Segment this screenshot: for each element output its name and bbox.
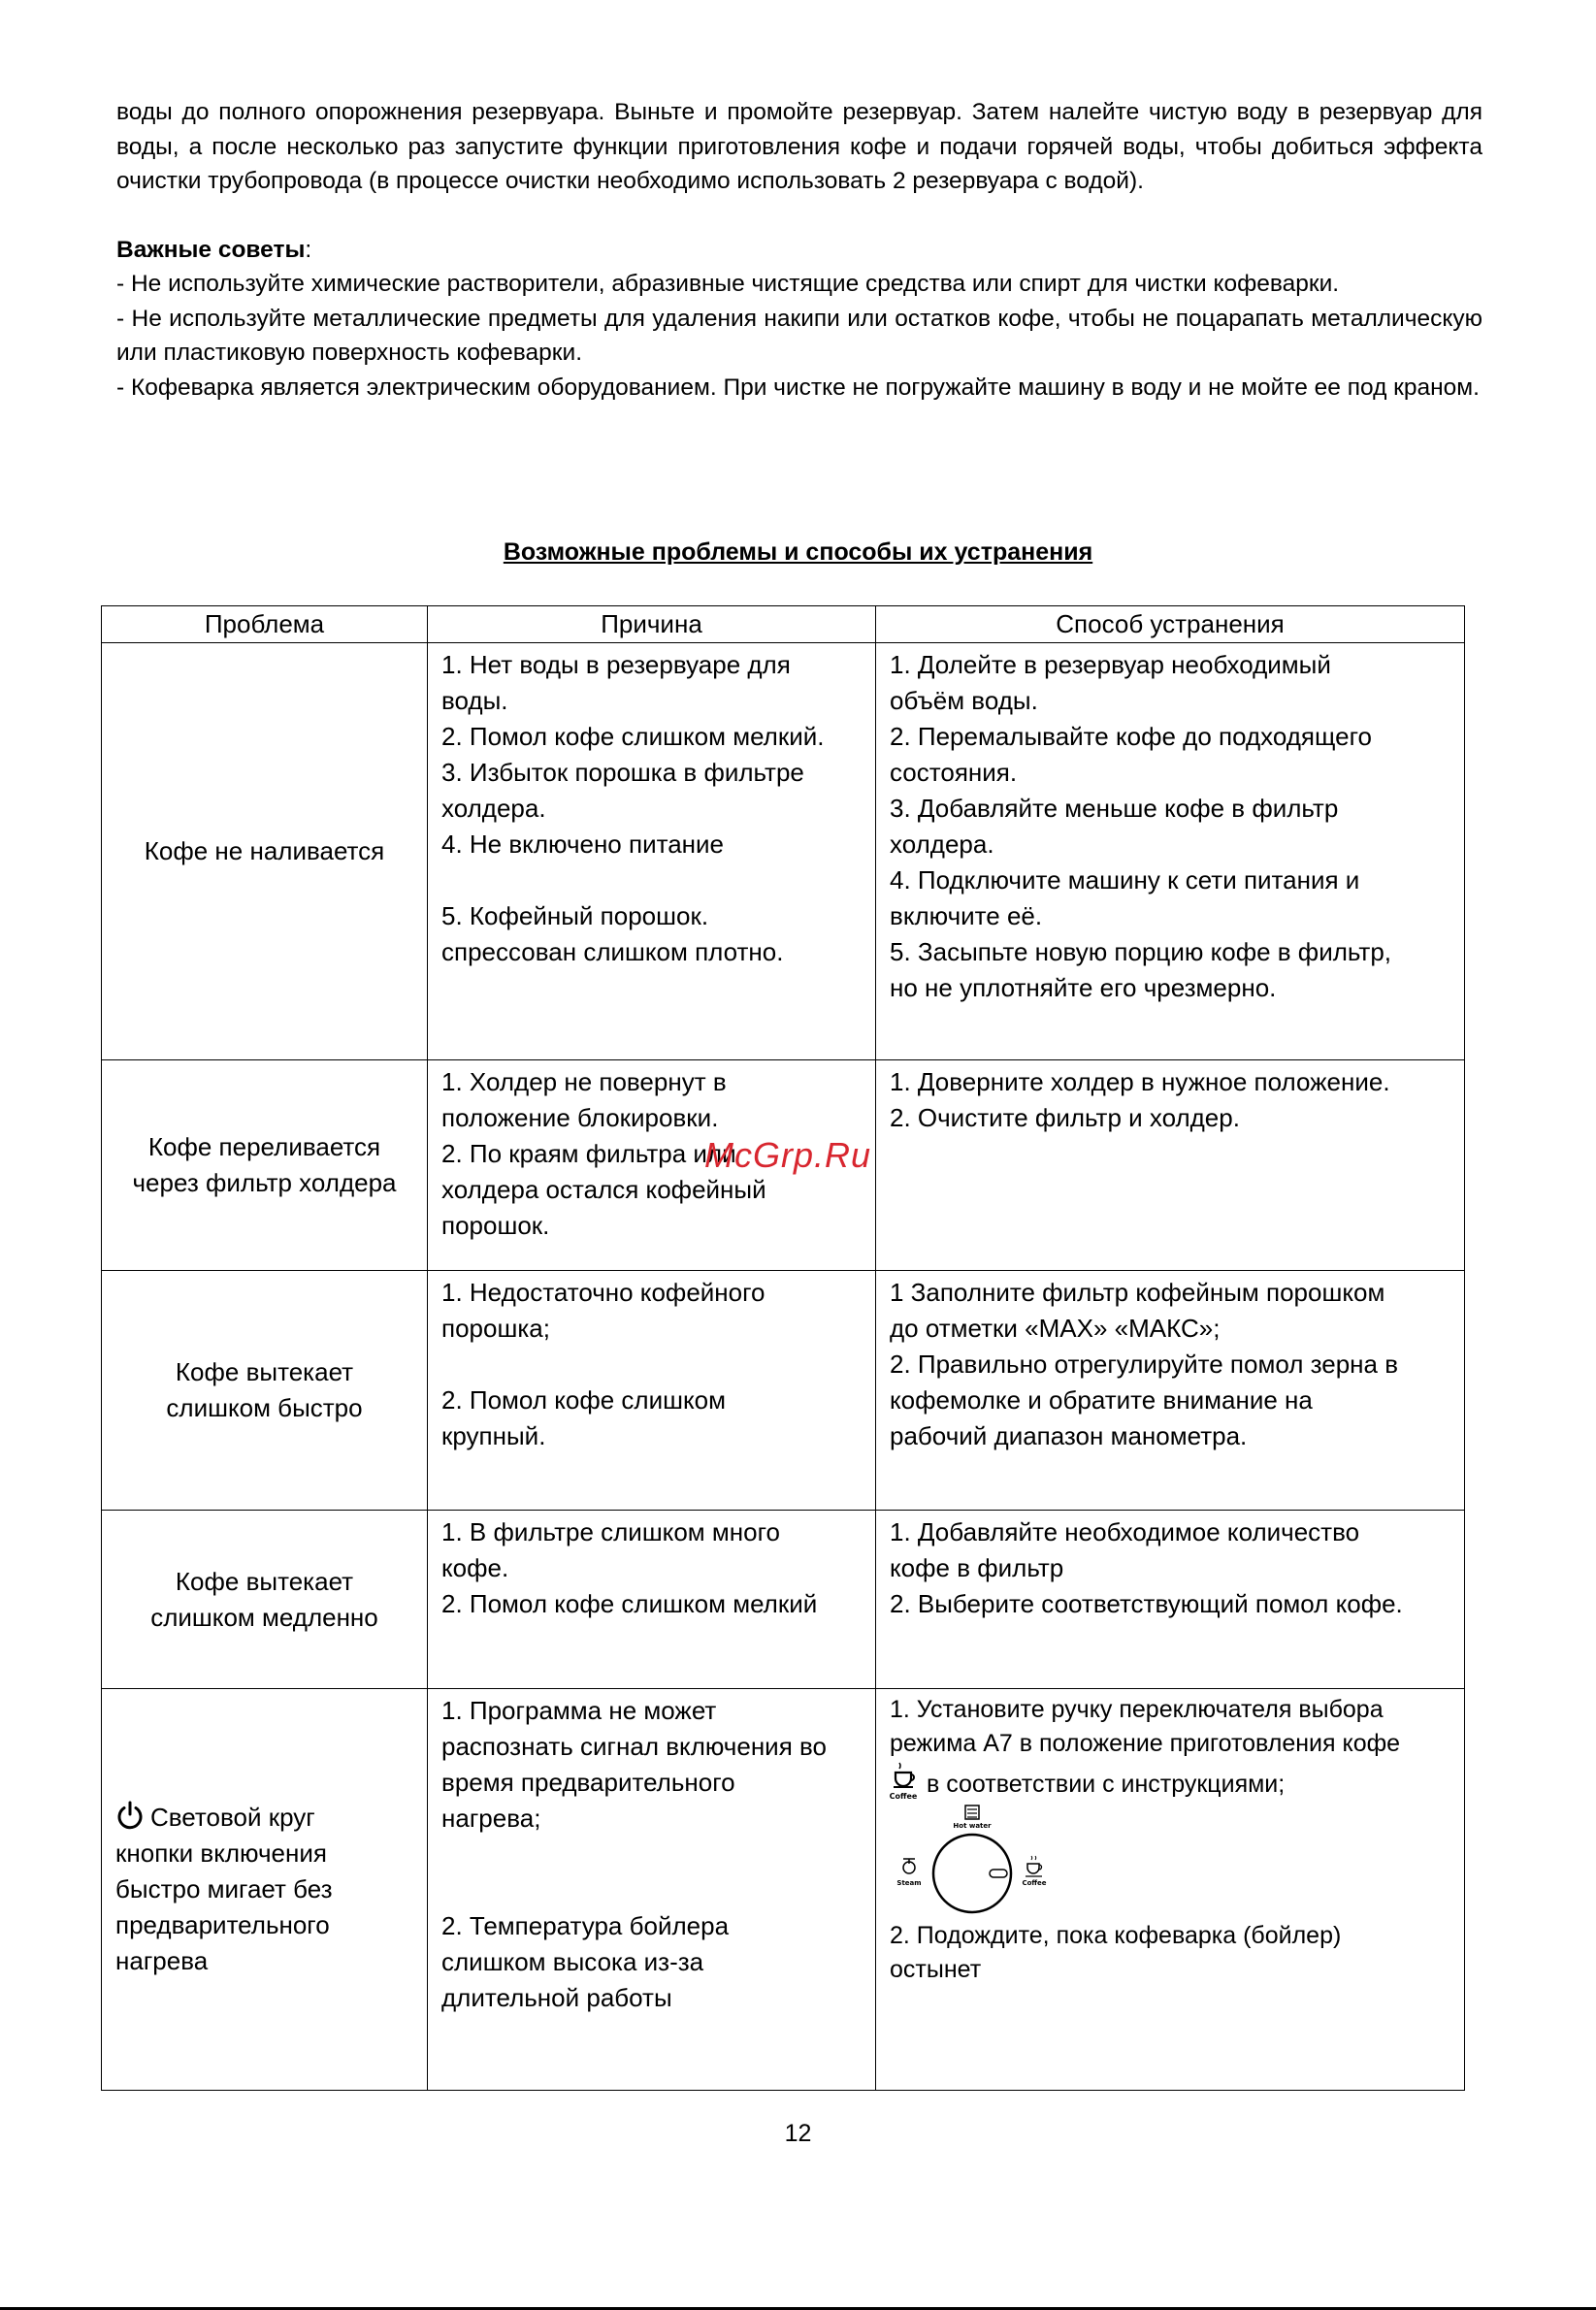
problem-cell [102, 1511, 428, 1689]
tips-heading [116, 233, 1482, 268]
cause-line: спрессован слишком плотно. [441, 937, 784, 966]
problem-line: Световой круг [150, 1803, 315, 1832]
solution-line: 3. Добавляйте меньше кофе в фильтр [890, 794, 1339, 823]
cause-line: 5. Кофейный порошок. [441, 901, 709, 930]
problem-line: кнопки включения [115, 1838, 327, 1868]
solution-line: объём воды. [890, 686, 1038, 715]
solution-line: включите её. [890, 901, 1043, 930]
solution-line: но не уплотняйте его чрезмерно. [890, 973, 1277, 1002]
steam-label: Steam [896, 1879, 922, 1887]
solution-cell [876, 1511, 1465, 1689]
problem-cell [102, 1689, 428, 2091]
solution-line: 1 Заполните фильтр кофейным порошком [890, 1278, 1385, 1307]
table-row [102, 1271, 1465, 1511]
solution-line: режима A7 в положение приготовления кофе [890, 1730, 1401, 1757]
cause-cell [428, 1271, 876, 1511]
cause-line: порошка; [441, 1314, 550, 1343]
cause-line: время предварительного [441, 1768, 735, 1797]
tips-heading-label: Важные советы [116, 236, 306, 263]
table-row [102, 1689, 1465, 2091]
cause-line: 3. Избыток порошка в фильтре [441, 758, 804, 787]
cause-line: 2. Помол кофе слишком [441, 1385, 726, 1415]
problem-line: предварительного [115, 1910, 330, 1939]
solution-line: 2. Правильно отрегулируйте помол зерна в [890, 1350, 1399, 1379]
solution-line: в соответствии с инструкциями; [927, 1771, 1286, 1798]
section-title: Возможные проблемы и способы их устранения [503, 538, 1093, 566]
tip-1: - Не используйте химические растворители, абразивные чистящие средства или спирт для чистки кофеварки. [116, 271, 1340, 297]
solution-line: 1. Доверните холдер в нужное положение. [890, 1067, 1390, 1096]
steam-icon [896, 1859, 921, 1887]
solution-line: 1. Установите ручку переключателя выбора [890, 1696, 1384, 1723]
solution-line-with-icon [890, 1761, 1450, 1802]
header-cause: Причина [428, 606, 876, 643]
solution-line: 4. Подключите машину к сети питания и [890, 865, 1360, 895]
cause-line: 1. Нет воды в резервуаре для [441, 650, 791, 679]
solution-line: кофе в фильтр [890, 1553, 1064, 1582]
watermark: McGrp.Ru [704, 1135, 872, 1175]
mode-selector-knob-diagram [890, 1804, 1064, 1915]
tips-heading-colon: : [305, 236, 312, 263]
cause-line: 2. Температура бойлера [441, 1911, 730, 1940]
header-solution: Способ устранения [876, 606, 1465, 643]
cause-cell [428, 1689, 876, 2091]
cause-line: 2. Помол кофе слишком мелкий [441, 1589, 818, 1618]
solution-line: 1. Добавляйте необходимое количество [890, 1517, 1360, 1546]
solution-line: 2. Очистите фильтр и холдер. [890, 1103, 1240, 1132]
solution-line: кофемолке и обратите внимание на [890, 1385, 1313, 1415]
problem-line: слишком медленно [150, 1602, 378, 1632]
tip-2: - Не используйте металлические предметы для удаления накипи или остатков кофе, чтобы не поцарапать металлическую или пластиковую поверхность кофеварки. [116, 305, 1482, 366]
problem-line: Кофе вытекает [175, 1357, 354, 1386]
table-row [102, 1511, 1465, 1689]
coffee-cup-icon [890, 1761, 919, 1802]
solution-cell [876, 643, 1465, 1060]
cause-cell [428, 643, 876, 1060]
problem-line-first [115, 1800, 413, 1836]
cause-line: 1. Программа не может [441, 1696, 717, 1725]
cause-line: 2. По краям фильтра или [441, 1139, 736, 1168]
solution-line: до отметки «MAX» «МАКС»; [890, 1314, 1221, 1343]
solution-cell [876, 1689, 1465, 2091]
cause-line: воды. [441, 686, 508, 715]
cause-line: холдера остался кофейный [441, 1175, 766, 1204]
cause-line: положение блокировки. [441, 1103, 719, 1132]
tip-3: - Кофеварка является электрическим оборудованием. При чистке не погружайте машину в воду и не мойте ее под краном. [116, 374, 1480, 401]
cause-line: холдера. [441, 794, 546, 823]
solution-line: 2. Перемалывайте кофе до подходящего [890, 722, 1372, 751]
solution-line: рабочий диапазон манометра. [890, 1421, 1248, 1450]
solution-cell [876, 1271, 1465, 1511]
cause-line: крупный. [441, 1421, 546, 1450]
intro-paragraph: воды до полного опорожнения резервуара. Выньте и промойте резервуар. Затем налейте чистую воду в резервуар для воды, а после несколько раз запустите функции приготовления кофе и подачи горячей воды, чтобы добиться эффекта очистки трубопровода (в процессе очистки необходимо использовать 2 резервуара с водой). [116, 99, 1482, 194]
cause-line: 1. В фильтре слишком много [441, 1517, 780, 1546]
hot-water-label: Hot water [953, 1822, 992, 1830]
cause-cell [428, 1511, 876, 1689]
solution-line: 2. Выберите соответствующий помол кофе. [890, 1589, 1403, 1618]
solution-line: 2. Подождите, пока кофеварка (бойлер) [890, 1922, 1342, 1949]
problem-cell [102, 643, 428, 1060]
cause-line: 1. Холдер не повернут в [441, 1067, 727, 1096]
power-icon [115, 1801, 145, 1830]
problem-line: Кофе переливается [147, 1132, 381, 1161]
cause-line: 1. Недостаточно кофейного [441, 1278, 765, 1307]
table-row [102, 643, 1465, 1060]
coffee-mode-icon [1022, 1856, 1046, 1887]
problem-line: Кофе вытекает [175, 1566, 354, 1596]
cause-line: нагрева; [441, 1804, 541, 1833]
cause-line: распознать сигнал включения во [441, 1732, 827, 1761]
problem-line: нагрева [115, 1946, 209, 1975]
cause-line: длительной работы [441, 1983, 672, 2012]
solution-cell [876, 1060, 1465, 1271]
problem-line: быстро мигает без [115, 1874, 333, 1903]
table-header-row [102, 606, 1465, 643]
problem-cell [102, 1060, 428, 1271]
cause-line: кофе. [441, 1553, 509, 1582]
cause-line: 2. Помол кофе слишком мелкий. [441, 722, 825, 751]
hot-water-icon [953, 1806, 992, 1830]
coffee-mode-label: Coffee [1022, 1879, 1047, 1887]
troubleshooting-table [101, 605, 1465, 2091]
intro-text [116, 95, 1482, 405]
coffee-icon-label: Coffee [890, 1792, 918, 1801]
solution-line: состояния. [890, 758, 1018, 787]
knob-pointer [990, 1870, 1007, 1877]
problem-cell [102, 1271, 428, 1511]
page-number: 12 [784, 2120, 812, 2147]
problem-line: через фильтр холдера [132, 1168, 397, 1197]
solution-line: 5. Засыпьте новую порцию кофе в фильтр, [890, 937, 1392, 966]
cause-line: слишком высока из-за [441, 1947, 704, 1976]
problem-line: слишком быстро [166, 1393, 363, 1422]
problem-text: Кофе не наливается [144, 836, 385, 865]
cause-line: порошок. [441, 1211, 550, 1240]
solution-line: остынет [890, 1956, 982, 1983]
header-problem: Проблема [102, 606, 428, 643]
solution-line: 1. Долейте в резервуар необходимый [890, 650, 1331, 679]
cause-line: 4. Не включено питание [441, 830, 725, 859]
solution-line: холдера. [890, 830, 994, 859]
